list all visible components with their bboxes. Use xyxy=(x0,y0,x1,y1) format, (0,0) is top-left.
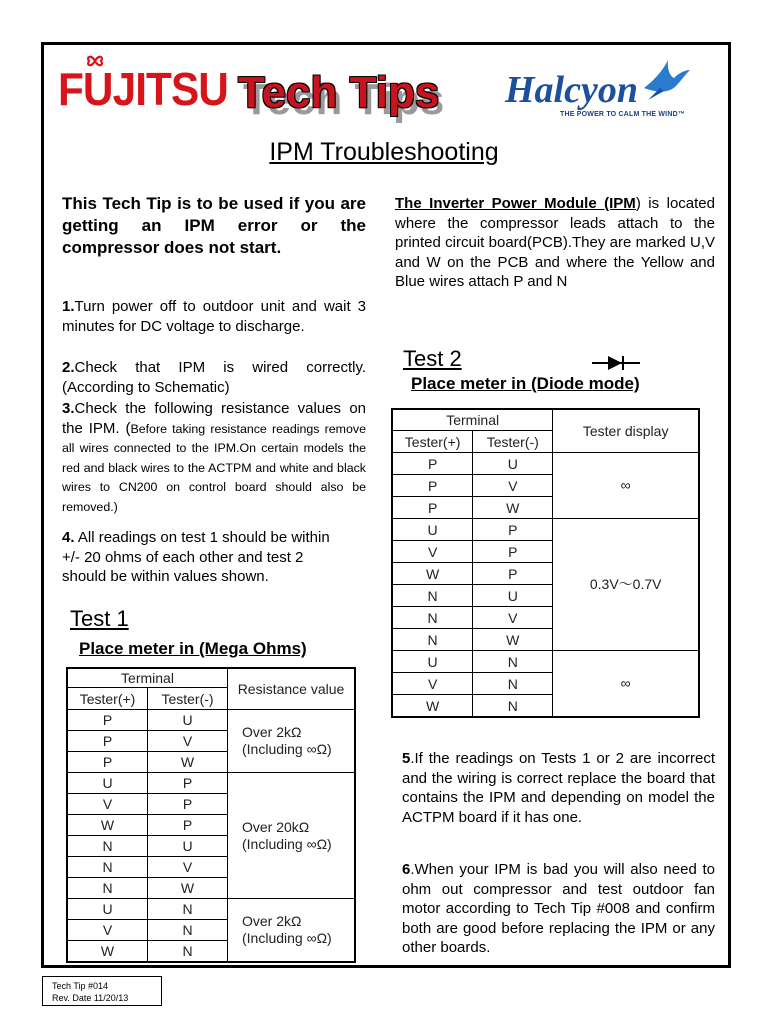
tester-minus-cell: P xyxy=(148,794,228,815)
step-3-number: 3. xyxy=(62,400,75,417)
tester-display-header: Tester display xyxy=(553,409,699,453)
tester-plus-cell: U xyxy=(392,651,473,673)
step-4-text: All readings on test 1 should be within +/- 20 ohms of each other and test 2 should be within values shown. xyxy=(62,529,330,585)
tester-minus-cell: V xyxy=(473,475,553,497)
tester-plus-cell: P xyxy=(392,453,473,475)
tester-plus-cell: U xyxy=(67,899,148,920)
tester-minus-header: Tester(-) xyxy=(148,688,228,710)
tester-minus-cell: U xyxy=(148,710,228,731)
page-title: IPM Troubleshooting xyxy=(269,138,499,166)
tester-minus-cell: W xyxy=(148,752,228,773)
tester-minus-cell: W xyxy=(148,878,228,899)
footer-rev-date: Rev. Date 11/20/13 xyxy=(52,993,129,1003)
test-2-table xyxy=(391,408,700,718)
tester-plus-cell: N xyxy=(392,629,473,651)
ipm-description xyxy=(395,194,715,292)
fujitsu-logo: FUJITSU xyxy=(58,63,228,115)
test-2-title: Test 2 xyxy=(403,346,462,371)
tester-plus-cell: P xyxy=(67,752,148,773)
fujitsu-infinity-icon xyxy=(84,50,106,72)
step-6 xyxy=(402,860,715,958)
tester-plus-cell: W xyxy=(392,563,473,585)
tester-plus-cell: N xyxy=(392,585,473,607)
tester-plus-cell: N xyxy=(392,607,473,629)
result-cell-group3: ∞ xyxy=(553,651,699,718)
step-1 xyxy=(62,297,366,336)
tester-minus-cell: P xyxy=(473,519,553,541)
tester-minus-cell: P xyxy=(148,773,228,794)
tester-plus-cell: N xyxy=(67,857,148,878)
step-1-text: Turn power off to outdoor unit and wait 3 minutes for DC voltage to discharge. xyxy=(62,298,366,335)
tester-plus-cell: U xyxy=(392,519,473,541)
result-cell-group3: Over 2kΩ (Including ∞Ω) xyxy=(228,899,356,963)
tester-minus-cell: P xyxy=(473,541,553,563)
tester-plus-cell: V xyxy=(67,920,148,941)
tester-minus-header: Tester(-) xyxy=(473,431,553,453)
step-6-text: .When your IPM is bad you will also need to ohm out compressor and test outdoor fan motor according to Tech Tip #008 and confirm both are good before replacing the IPM or any other boards. xyxy=(402,861,715,956)
terminal-header: Terminal xyxy=(392,409,553,431)
tester-plus-cell: W xyxy=(392,695,473,718)
diode-icon xyxy=(592,355,640,371)
tester-minus-cell: N xyxy=(473,651,553,673)
test-2-meter: Place meter in (Diode mode) xyxy=(411,374,640,393)
test-1-title: Test 1 xyxy=(70,606,129,631)
tester-plus-cell: P xyxy=(67,731,148,752)
result-cell-group1: Over 2kΩ (Including ∞Ω) xyxy=(228,710,356,773)
tech-tips-logo: Tech Tips xyxy=(238,68,440,117)
halcyon-bird-icon xyxy=(640,58,692,102)
tester-plus-cell: V xyxy=(392,673,473,695)
step-4-number: 4. xyxy=(62,529,75,546)
tester-minus-cell: N xyxy=(148,941,228,963)
step-2-number: 2. xyxy=(62,359,75,376)
tester-plus-cell: W xyxy=(67,815,148,836)
tester-minus-cell: U xyxy=(473,453,553,475)
step-5-text: .If the readings on Tests 1 or 2 are incorrect and the wiring is correct replace the board that contains the IPM and depending on model the ACTPM board if it has one. xyxy=(402,750,715,826)
terminal-header: Terminal xyxy=(67,668,228,688)
tester-minus-cell: U xyxy=(148,836,228,857)
tester-plus-cell: P xyxy=(392,497,473,519)
table-row xyxy=(392,453,699,475)
tester-plus-cell: N xyxy=(67,878,148,899)
tester-minus-cell: N xyxy=(148,920,228,941)
resistance-header: Resistance value xyxy=(228,668,356,710)
step-2 xyxy=(62,358,366,397)
tester-minus-cell: N xyxy=(148,899,228,920)
step-2-text: Check that IPM is wired correctly.(According to Schematic) xyxy=(62,359,366,396)
step-3-text: Check the following resistance values on the IPM. ( xyxy=(62,400,366,437)
step-6-number: 6 xyxy=(402,861,411,878)
step-4 xyxy=(62,528,342,587)
tester-minus-cell: N xyxy=(473,673,553,695)
tester-minus-cell: W xyxy=(473,497,553,519)
tester-plus-cell: P xyxy=(392,475,473,497)
test-1-table xyxy=(66,667,356,963)
table-row xyxy=(392,651,699,673)
tester-plus-header: Tester(+) xyxy=(67,688,148,710)
tester-minus-cell: U xyxy=(473,585,553,607)
result-cell-group2: 0.3V～0.7V xyxy=(553,519,699,651)
test-1-meter: Place meter in (Mega Ohms) xyxy=(79,639,307,658)
tester-plus-cell: W xyxy=(67,941,148,963)
tester-minus-cell: N xyxy=(473,695,553,718)
halcyon-tagline: THE POWER TO CALM THE WIND™ xyxy=(560,111,686,118)
step-5-number: 5 xyxy=(402,750,411,767)
footer-tech-tip-number: Tech Tip #014 xyxy=(52,981,109,991)
tester-minus-cell: P xyxy=(148,815,228,836)
ipm-label: The Inverter Power Module (IPM xyxy=(395,195,636,212)
tester-plus-cell: U xyxy=(67,773,148,794)
step-3 xyxy=(62,399,366,516)
step-5 xyxy=(402,749,715,827)
halcyon-logo: Halcyon xyxy=(505,69,638,111)
table-row xyxy=(67,899,355,920)
table-row xyxy=(67,773,355,794)
result-cell-group1: ∞ xyxy=(553,453,699,519)
tester-minus-cell: V xyxy=(148,731,228,752)
tester-minus-cell: V xyxy=(473,607,553,629)
tester-plus-cell: V xyxy=(67,794,148,815)
step-1-number: 1. xyxy=(62,298,75,315)
footer-box xyxy=(42,976,162,1006)
tester-minus-cell: W xyxy=(473,629,553,651)
table-row xyxy=(67,710,355,731)
tester-minus-cell: P xyxy=(473,563,553,585)
table-row xyxy=(392,519,699,541)
result-cell-group2: Over 20kΩ (Including ∞Ω) xyxy=(228,773,356,899)
tester-plus-cell: P xyxy=(67,710,148,731)
ipm-text: ) is located where the compressor leads attach to the printed circuit board(PCB).They are marked U,V and W on the PCB and where the Yellow and Blue wires attach P and N xyxy=(395,195,715,290)
tester-plus-cell: N xyxy=(67,836,148,857)
intro-text: This Tech Tip is to be used if you are getting an IPM error or the compressor does not start. xyxy=(62,194,366,257)
tester-plus-cell: V xyxy=(392,541,473,563)
tester-minus-cell: V xyxy=(148,857,228,878)
tester-plus-header: Tester(+) xyxy=(392,431,473,453)
step-3-note: Before taking resistance readings remove all wires connected to the IPM.On certain models the red and black wires to the ACTPM and white and black wires to CN200 on control board should also be removed.) xyxy=(62,421,366,514)
